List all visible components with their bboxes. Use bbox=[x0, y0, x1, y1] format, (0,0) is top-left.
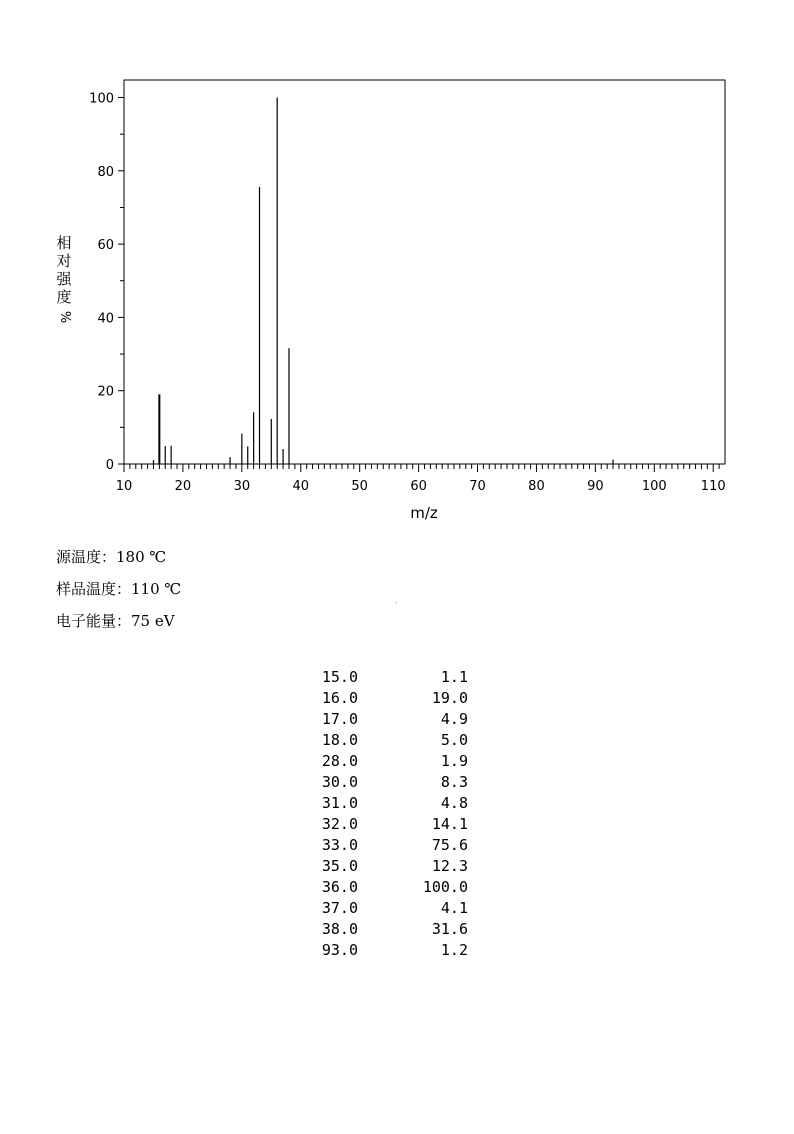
stray-dot bbox=[396, 602, 397, 603]
table-cell-mz: 15.0 bbox=[321, 668, 358, 686]
y-tick-label: 40 bbox=[97, 311, 114, 327]
table-cell-mz: 93.0 bbox=[321, 941, 358, 959]
table-row bbox=[300, 940, 468, 961]
table-cell-intensity: 1.9 bbox=[440, 752, 468, 770]
source-temperature-label: 源温度： bbox=[56, 548, 117, 566]
mass-spectrum-chart bbox=[0, 0, 794, 540]
table-row bbox=[300, 751, 468, 772]
x-axis-title: m/z bbox=[410, 504, 438, 522]
table-cell-mz: 36.0 bbox=[321, 878, 358, 896]
x-tick-label: 20 bbox=[174, 479, 192, 494]
peak-series bbox=[153, 98, 613, 465]
x-tick-label: 60 bbox=[410, 479, 427, 494]
y-tick-label: 100 bbox=[89, 91, 114, 107]
table-cell-intensity: 1.1 bbox=[440, 668, 468, 686]
source-temperature-value: 180 ℃ bbox=[116, 548, 167, 566]
table-row bbox=[300, 814, 468, 835]
x-tick-label: 70 bbox=[469, 479, 486, 494]
x-tick-label: 50 bbox=[351, 479, 368, 494]
table-row bbox=[300, 730, 468, 751]
table-row bbox=[300, 772, 468, 793]
y-tick-label: 20 bbox=[97, 384, 114, 400]
table-cell-intensity: 4.9 bbox=[440, 710, 468, 728]
table-cell-mz: 16.0 bbox=[321, 689, 358, 707]
table-row bbox=[300, 835, 468, 856]
table-row bbox=[300, 898, 468, 919]
electron-energy-label: 电子能量： bbox=[56, 612, 132, 630]
y-axis-title-char: 强 bbox=[56, 270, 72, 288]
x-tick-label: 110 bbox=[700, 479, 726, 494]
source-temperature bbox=[56, 546, 166, 567]
table-cell-intensity: 19.0 bbox=[431, 689, 468, 707]
y-tick-label: 60 bbox=[97, 238, 114, 254]
y-axis-title-char: 相 bbox=[56, 234, 72, 252]
plot-frame bbox=[124, 80, 725, 464]
sample-temperature bbox=[56, 578, 181, 599]
table-cell-mz: 37.0 bbox=[321, 899, 358, 917]
x-tick-label: 90 bbox=[587, 479, 604, 494]
table-cell-intensity: 4.1 bbox=[440, 899, 468, 917]
table-cell-mz: 38.0 bbox=[321, 920, 358, 938]
table-row bbox=[300, 688, 468, 709]
table-cell-mz: 35.0 bbox=[321, 857, 358, 875]
table-cell-mz: 32.0 bbox=[321, 815, 358, 833]
y-axis bbox=[89, 92, 124, 474]
electron-energy bbox=[56, 610, 175, 631]
table-cell-intensity: 4.8 bbox=[440, 794, 468, 812]
table-cell-intensity: 12.3 bbox=[431, 857, 468, 875]
y-tick-label: 80 bbox=[97, 164, 114, 180]
table-cell-mz: 28.0 bbox=[321, 752, 358, 770]
table-row bbox=[300, 856, 468, 877]
electron-energy-value: 75 eV bbox=[131, 612, 175, 630]
table-cell-intensity: 8.3 bbox=[440, 773, 468, 791]
y-axis-title-char: 对 bbox=[56, 252, 72, 270]
x-axis bbox=[116, 464, 726, 494]
table-cell-intensity: 75.6 bbox=[431, 836, 468, 854]
table-row bbox=[300, 877, 468, 898]
table-cell-intensity: 1.2 bbox=[440, 941, 468, 959]
table-cell-mz: 30.0 bbox=[321, 773, 358, 791]
sample-temperature-label: 样品温度： bbox=[56, 580, 132, 598]
table-cell-mz: 31.0 bbox=[321, 794, 358, 812]
table-cell-intensity: 100.0 bbox=[422, 878, 468, 896]
sample-temperature-value: 110 ℃ bbox=[131, 580, 182, 598]
table-row bbox=[300, 919, 468, 940]
table-cell-mz: 18.0 bbox=[321, 731, 358, 749]
peak-table bbox=[300, 667, 468, 961]
table-row bbox=[300, 667, 468, 688]
x-tick-label: 30 bbox=[233, 479, 251, 494]
y-axis-title bbox=[54, 234, 74, 326]
x-tick-label: 10 bbox=[115, 479, 133, 494]
table-cell-mz: 17.0 bbox=[321, 710, 358, 728]
table-cell-mz: 33.0 bbox=[321, 836, 358, 854]
x-tick-label: 100 bbox=[641, 479, 667, 494]
table-row bbox=[300, 793, 468, 814]
table-row bbox=[300, 709, 468, 730]
table-cell-intensity: 14.1 bbox=[431, 815, 468, 833]
y-axis-title-percent: % bbox=[57, 310, 72, 324]
y-tick-label: 0 bbox=[105, 458, 114, 473]
table-cell-intensity: 5.0 bbox=[440, 731, 468, 749]
x-tick-label: 40 bbox=[292, 479, 310, 494]
y-axis-title-char: 度 bbox=[56, 288, 72, 306]
x-tick-label: 80 bbox=[528, 479, 545, 494]
table-cell-intensity: 31.6 bbox=[431, 920, 468, 938]
